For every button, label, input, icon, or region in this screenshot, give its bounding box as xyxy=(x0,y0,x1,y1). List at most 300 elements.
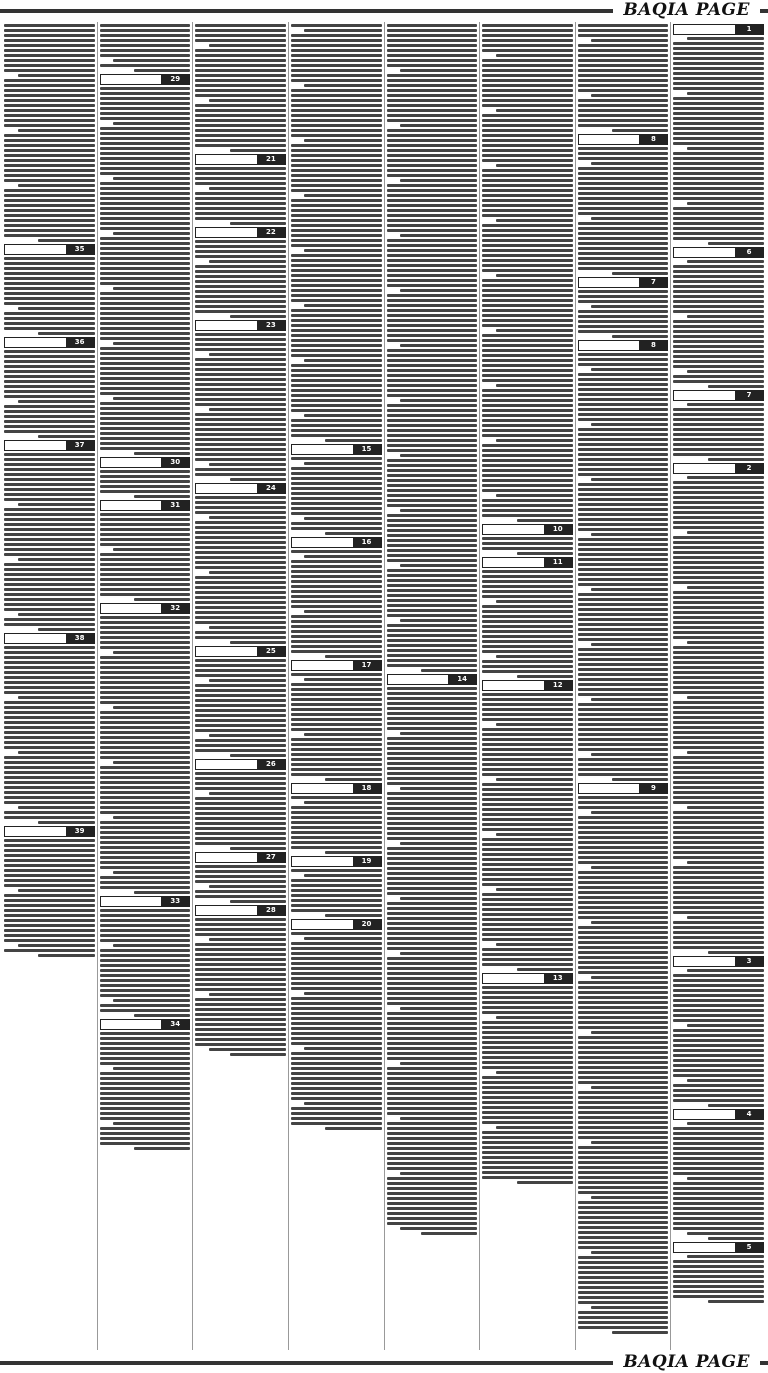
text-line xyxy=(673,1217,764,1220)
text-line xyxy=(496,943,573,946)
text-line xyxy=(482,349,573,352)
text-line xyxy=(482,39,573,42)
text-line xyxy=(482,364,573,367)
text-line xyxy=(291,434,382,437)
text-line xyxy=(673,921,764,924)
text-line xyxy=(291,294,382,297)
text-line xyxy=(195,918,286,921)
text-line xyxy=(195,822,286,825)
text-line xyxy=(100,568,191,571)
text-line xyxy=(387,334,478,337)
text-line xyxy=(195,413,286,416)
text-line xyxy=(4,731,95,734)
text-line xyxy=(291,184,382,187)
text-line xyxy=(195,94,286,97)
text-line xyxy=(291,560,382,563)
item-number: 16 xyxy=(353,538,381,547)
text-line xyxy=(387,1077,478,1080)
text-line xyxy=(578,483,669,486)
text-line xyxy=(387,1137,478,1140)
text-line xyxy=(387,712,478,715)
text-line xyxy=(591,921,668,924)
text-line xyxy=(482,404,573,407)
text-line xyxy=(195,177,286,180)
text-line xyxy=(195,988,286,991)
text-line xyxy=(578,498,669,501)
text-line xyxy=(4,741,95,744)
text-line xyxy=(673,265,764,268)
text-line xyxy=(291,64,382,67)
text-line xyxy=(291,723,382,726)
text-line xyxy=(578,508,669,511)
text-line xyxy=(4,89,95,92)
classified-item xyxy=(673,247,764,388)
text-line xyxy=(482,229,573,232)
text-line xyxy=(4,518,95,521)
text-line xyxy=(100,806,191,809)
item-header-bar xyxy=(388,675,449,684)
text-line xyxy=(578,518,669,521)
text-line xyxy=(578,673,669,676)
text-line xyxy=(387,609,478,612)
text-line xyxy=(291,154,382,157)
text-line xyxy=(291,952,382,955)
text-line xyxy=(195,310,286,313)
text-line xyxy=(195,596,286,599)
text-line xyxy=(291,369,382,372)
text-line xyxy=(673,1192,764,1195)
text-line xyxy=(578,310,669,313)
text-line xyxy=(578,548,669,551)
text-line xyxy=(673,801,764,804)
text-line xyxy=(482,144,573,147)
item-header-bar xyxy=(674,1243,735,1252)
text-line xyxy=(496,439,573,442)
text-line xyxy=(209,571,286,574)
text-line xyxy=(673,486,764,489)
text-line xyxy=(195,546,286,549)
text-line xyxy=(387,1162,478,1165)
text-line xyxy=(673,52,764,55)
text-line xyxy=(100,87,191,90)
text-line xyxy=(482,104,573,107)
text-line xyxy=(387,912,478,915)
text-line xyxy=(482,808,573,811)
text-line xyxy=(195,1013,286,1016)
text-line xyxy=(578,1296,669,1299)
text-line xyxy=(387,519,478,522)
text-line xyxy=(4,94,95,97)
text-line xyxy=(673,97,764,100)
text-line xyxy=(673,207,764,210)
classified-item xyxy=(578,24,669,132)
text-line xyxy=(4,179,95,182)
text-line xyxy=(578,846,669,849)
text-line xyxy=(195,129,286,132)
text-line xyxy=(134,891,190,894)
text-line xyxy=(578,633,669,636)
item-header-bar xyxy=(196,321,257,330)
text-line xyxy=(673,994,764,997)
item-header-bar xyxy=(674,248,735,257)
text-line xyxy=(291,424,382,427)
text-line xyxy=(578,172,669,175)
item-number-header xyxy=(482,973,573,984)
text-line xyxy=(482,214,573,217)
text-line xyxy=(482,1101,573,1104)
text-line xyxy=(4,909,95,912)
item-header-bar xyxy=(101,1020,162,1029)
text-line xyxy=(113,944,190,947)
text-line xyxy=(195,581,286,584)
text-line xyxy=(482,537,573,540)
text-line xyxy=(195,576,286,579)
item-text-block xyxy=(4,839,95,957)
text-line xyxy=(100,646,191,649)
text-line xyxy=(195,363,286,366)
text-line xyxy=(4,523,95,526)
classified-item xyxy=(673,390,764,461)
text-line xyxy=(209,187,286,190)
text-line xyxy=(387,214,478,217)
text-line xyxy=(578,1011,669,1014)
top-banner xyxy=(0,0,768,20)
text-line xyxy=(400,1227,477,1230)
text-line xyxy=(578,758,669,761)
classified-item xyxy=(673,956,764,1107)
text-line xyxy=(38,821,94,824)
text-line xyxy=(482,953,573,956)
text-line xyxy=(673,1197,764,1200)
text-line xyxy=(291,204,382,207)
text-line xyxy=(482,399,573,402)
text-line xyxy=(387,529,478,532)
text-line xyxy=(100,407,191,410)
text-line xyxy=(673,157,764,160)
text-line xyxy=(687,696,764,699)
text-line xyxy=(708,242,764,245)
text-line xyxy=(4,199,95,202)
text-line xyxy=(578,723,669,726)
text-line xyxy=(387,992,478,995)
text-line xyxy=(400,344,477,347)
text-line xyxy=(578,463,669,466)
text-line xyxy=(291,773,382,776)
text-line xyxy=(482,299,573,302)
text-line xyxy=(195,1043,286,1046)
text-line xyxy=(387,862,478,865)
text-line xyxy=(578,1311,669,1314)
text-line xyxy=(387,982,478,985)
text-line xyxy=(673,866,764,869)
text-line xyxy=(4,651,95,654)
item-number-header xyxy=(4,244,95,255)
text-line xyxy=(482,194,573,197)
text-line xyxy=(291,831,382,834)
text-line xyxy=(687,969,764,972)
text-line xyxy=(578,991,669,994)
text-line xyxy=(291,279,382,282)
text-line xyxy=(195,453,286,456)
text-line xyxy=(100,49,191,52)
text-line xyxy=(482,234,573,237)
text-line xyxy=(291,409,382,412)
text-line xyxy=(578,538,669,541)
text-line xyxy=(673,999,764,1002)
text-line xyxy=(673,1167,764,1170)
text-line xyxy=(100,92,191,95)
text-line xyxy=(708,951,764,954)
text-line xyxy=(291,768,382,771)
text-line xyxy=(673,62,764,65)
text-line xyxy=(100,147,191,150)
text-line xyxy=(100,432,191,435)
text-line xyxy=(113,232,190,235)
text-line xyxy=(578,563,669,566)
item-text-block xyxy=(195,918,286,1056)
text-line xyxy=(100,776,191,779)
text-line xyxy=(673,731,764,734)
text-line xyxy=(578,1121,669,1124)
text-line xyxy=(4,746,95,749)
text-line xyxy=(195,368,286,371)
text-line xyxy=(4,34,95,37)
item-number: 35 xyxy=(66,245,94,254)
text-line xyxy=(578,192,669,195)
text-line xyxy=(291,650,382,653)
text-line xyxy=(100,746,191,749)
text-line xyxy=(387,364,478,367)
text-line xyxy=(100,846,191,849)
text-line xyxy=(100,621,191,624)
text-line xyxy=(387,319,478,322)
item-header-bar xyxy=(196,906,257,915)
text-line xyxy=(482,640,573,643)
text-line xyxy=(291,1017,382,1020)
text-line xyxy=(578,468,669,471)
text-line xyxy=(195,521,286,524)
text-line xyxy=(291,728,382,731)
text-line xyxy=(387,1182,478,1185)
text-line xyxy=(387,1087,478,1090)
text-line xyxy=(578,891,669,894)
text-line xyxy=(195,787,286,790)
text-line xyxy=(4,811,95,814)
text-line xyxy=(482,713,573,716)
text-line xyxy=(673,217,764,220)
text-line xyxy=(673,821,764,824)
text-line xyxy=(195,724,286,727)
item-header-bar xyxy=(5,338,66,347)
text-line xyxy=(496,655,573,658)
text-line xyxy=(100,636,191,639)
text-line xyxy=(578,1191,669,1194)
text-line xyxy=(100,949,191,952)
text-line xyxy=(673,826,764,829)
text-line xyxy=(4,164,95,167)
text-line xyxy=(578,801,669,804)
text-line xyxy=(708,1237,764,1240)
text-line xyxy=(387,419,478,422)
item-text-block xyxy=(578,290,669,338)
text-line xyxy=(209,260,286,263)
text-line xyxy=(482,34,573,37)
text-line xyxy=(387,549,478,552)
text-line xyxy=(673,1265,764,1268)
text-line xyxy=(387,154,478,157)
text-line xyxy=(673,886,764,889)
text-line xyxy=(100,523,191,526)
text-line xyxy=(100,909,191,912)
classified-item xyxy=(100,896,191,1017)
text-line xyxy=(100,64,191,67)
text-line xyxy=(673,901,764,904)
text-line xyxy=(578,1096,669,1099)
text-line xyxy=(291,753,382,756)
text-line xyxy=(387,1212,478,1215)
text-line xyxy=(100,352,191,355)
text-line xyxy=(673,1094,764,1097)
text-line xyxy=(387,807,478,810)
classified-item xyxy=(578,340,669,781)
text-line xyxy=(687,476,764,479)
text-line xyxy=(195,84,286,87)
text-line xyxy=(325,851,381,854)
text-line xyxy=(4,119,95,122)
text-line xyxy=(578,1281,669,1284)
text-line xyxy=(291,492,382,495)
text-line xyxy=(591,1031,668,1034)
text-line xyxy=(482,898,573,901)
text-line xyxy=(291,708,382,711)
text-line xyxy=(482,469,573,472)
text-line xyxy=(578,618,669,621)
text-line xyxy=(195,468,286,471)
item-number: 32 xyxy=(161,604,189,613)
text-line xyxy=(482,434,573,437)
text-line xyxy=(482,783,573,786)
classified-item xyxy=(4,244,95,335)
text-line xyxy=(387,584,478,587)
text-line xyxy=(673,1099,764,1102)
text-line xyxy=(387,339,478,342)
text-line xyxy=(4,854,95,857)
text-line xyxy=(687,1079,764,1082)
text-line xyxy=(612,272,668,275)
text-line xyxy=(400,124,477,127)
item-number-header xyxy=(291,444,382,455)
text-line xyxy=(195,144,286,147)
classified-item xyxy=(578,783,669,1334)
text-line xyxy=(673,556,764,559)
text-line xyxy=(482,1116,573,1119)
text-line xyxy=(4,578,95,581)
text-line xyxy=(100,691,191,694)
text-line xyxy=(387,654,478,657)
text-line xyxy=(578,896,669,899)
text-line xyxy=(591,1251,668,1254)
text-line xyxy=(578,237,669,240)
item-number: 4 xyxy=(735,1110,763,1119)
text-line xyxy=(482,134,573,137)
text-line xyxy=(113,59,190,62)
text-line xyxy=(291,683,382,686)
text-line xyxy=(291,319,382,322)
text-line xyxy=(482,419,573,422)
text-line xyxy=(578,167,669,170)
text-line xyxy=(673,776,764,779)
text-line xyxy=(291,169,382,172)
text-line xyxy=(578,1181,669,1184)
text-line xyxy=(578,1291,669,1294)
text-line xyxy=(387,139,478,142)
text-line xyxy=(291,374,382,377)
text-line xyxy=(4,563,95,566)
text-line xyxy=(100,1102,191,1105)
item-text-block xyxy=(482,24,573,522)
text-line xyxy=(400,732,477,735)
text-line xyxy=(18,806,95,809)
text-line xyxy=(291,947,382,950)
classified-item xyxy=(4,24,95,242)
item-number-header xyxy=(291,660,382,671)
text-line xyxy=(482,249,573,252)
text-line xyxy=(482,753,573,756)
text-line xyxy=(100,132,191,135)
text-line xyxy=(195,729,286,732)
text-line xyxy=(387,1152,478,1155)
text-line xyxy=(4,390,95,393)
text-line xyxy=(100,686,191,689)
text-line xyxy=(578,653,669,656)
item-number: 12 xyxy=(544,681,572,690)
text-line xyxy=(687,531,764,534)
text-line xyxy=(113,548,190,551)
text-line xyxy=(387,1197,478,1200)
text-line xyxy=(100,362,191,365)
text-line xyxy=(291,404,382,407)
text-line xyxy=(4,488,95,491)
text-line xyxy=(209,463,286,466)
text-line xyxy=(4,573,95,576)
text-line xyxy=(4,583,95,586)
text-line xyxy=(4,277,95,280)
text-line xyxy=(673,979,764,982)
text-line xyxy=(673,926,764,929)
text-line xyxy=(482,509,573,512)
text-line xyxy=(100,979,191,982)
text-line xyxy=(4,701,95,704)
text-line xyxy=(673,162,764,165)
classified-item xyxy=(195,759,286,850)
text-line xyxy=(673,936,764,939)
text-line xyxy=(100,836,191,839)
text-line xyxy=(687,1177,764,1180)
text-line xyxy=(578,743,669,746)
text-line xyxy=(387,932,478,935)
text-line xyxy=(673,711,764,714)
item-number: 11 xyxy=(544,558,572,567)
text-line xyxy=(578,1166,669,1169)
text-line xyxy=(673,541,764,544)
text-line xyxy=(291,673,382,676)
text-line xyxy=(578,398,669,401)
text-line xyxy=(673,746,764,749)
text-line xyxy=(673,443,764,446)
text-line xyxy=(482,169,573,172)
text-line xyxy=(578,1221,669,1224)
text-line xyxy=(578,796,669,799)
